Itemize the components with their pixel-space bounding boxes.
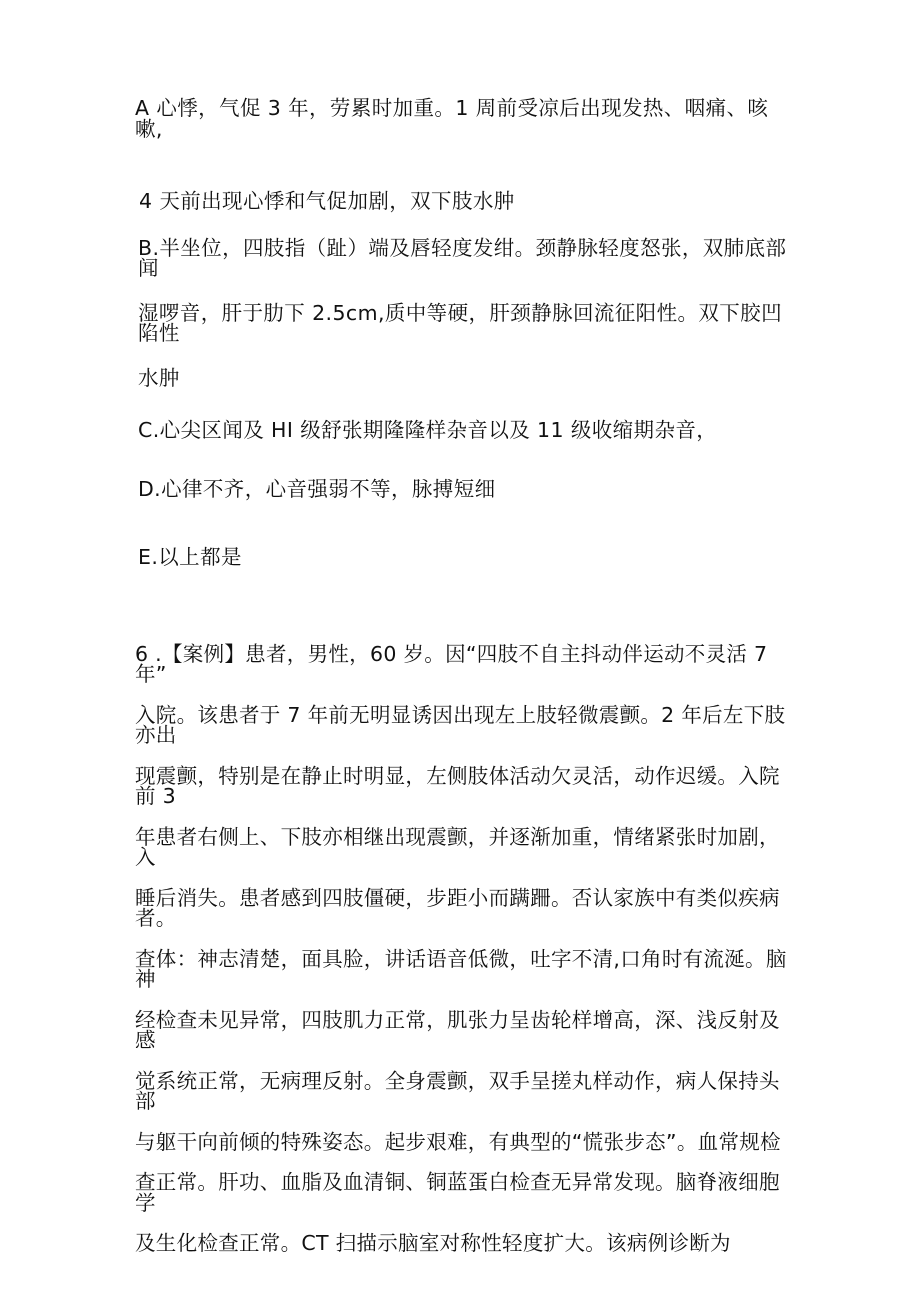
option-c: C.心尖区闻及 HI 级舒张期隆隆样杂音以及 11 级收缩期杂音， bbox=[138, 418, 718, 442]
option-a-line-1: A 心悸，气促 3 年，劳累时加重。1 周前受凉后出现发热、咽痛、咳嗽, bbox=[135, 96, 769, 141]
case-line: 及生化检查正常。CT 扫描示脑室对称性轻度扩大。该病例诊断为 bbox=[135, 1231, 731, 1255]
option-a-line-2: 4 天前出现心悸和气促加剧，双下肢水肿 bbox=[139, 189, 515, 213]
question-6-case bbox=[135, 641, 790, 1255]
option-b-line-3: 水肿 bbox=[138, 365, 180, 390]
case-line: 睡后消失。患者感到四肢僵硬，步距小而蹒跚。否认家族中有类似疾病者。 bbox=[135, 885, 780, 930]
question-5-options bbox=[135, 98, 790, 568]
case-line: 觉系统正常，无病理反射。全身震颤，双手呈搓丸样动作，病人保持头部 bbox=[135, 1068, 780, 1113]
case-line: 与躯干向前倾的特殊姿态。起步艰难，有典型的“慌张步态”。血常规检 bbox=[135, 1129, 781, 1154]
case-line: 查正常。肝功、血脂及血清铜、铜蓝蛋白检查无异常发现。脑脊液细胞学 bbox=[135, 1170, 780, 1215]
option-d: D.心律不齐，心音强弱不等，脉搏短细 bbox=[138, 476, 496, 501]
case-line: 现震颤，特别是在静止时明显，左侧肢体活动欠灵活，动作迟缓。入院前 3 bbox=[135, 763, 780, 808]
option-b-line-2: 湿啰音，肝于肋下 2.5cm,质中等硬，肝颈静脉回流征阳性。双下胶凹陷性 bbox=[138, 300, 782, 345]
case-line: 入院。该患者于 7 年前无明显诱因出现左上肢轻微震颤。2 年后左下肢亦出 bbox=[135, 702, 786, 747]
case-line: 年患者右侧上、下肢亦相继出现震颤，并逐渐加重，情绪紧张时加剧，入 bbox=[135, 824, 780, 869]
option-e: E.以上都是 bbox=[138, 545, 242, 569]
case-line: 6 .【案例】患者，男性，60 岁。因“四肢不自主抖动伴运动不灵活 7 年” bbox=[135, 641, 775, 686]
case-line: 查体：神志清楚，面具脸，讲话语音低微，吐字不清,口角时有流涎。脑神 bbox=[135, 946, 787, 991]
case-line: 经检查未见异常，四肢肌力正常，肌张力呈齿轮样增高，深、浅反射及感 bbox=[135, 1007, 780, 1052]
option-b-line-1: B.半坐位，四肢指（趾）端及唇轻度发绀。颈静脉轻度怒张，双肺底部闻 bbox=[138, 235, 787, 280]
